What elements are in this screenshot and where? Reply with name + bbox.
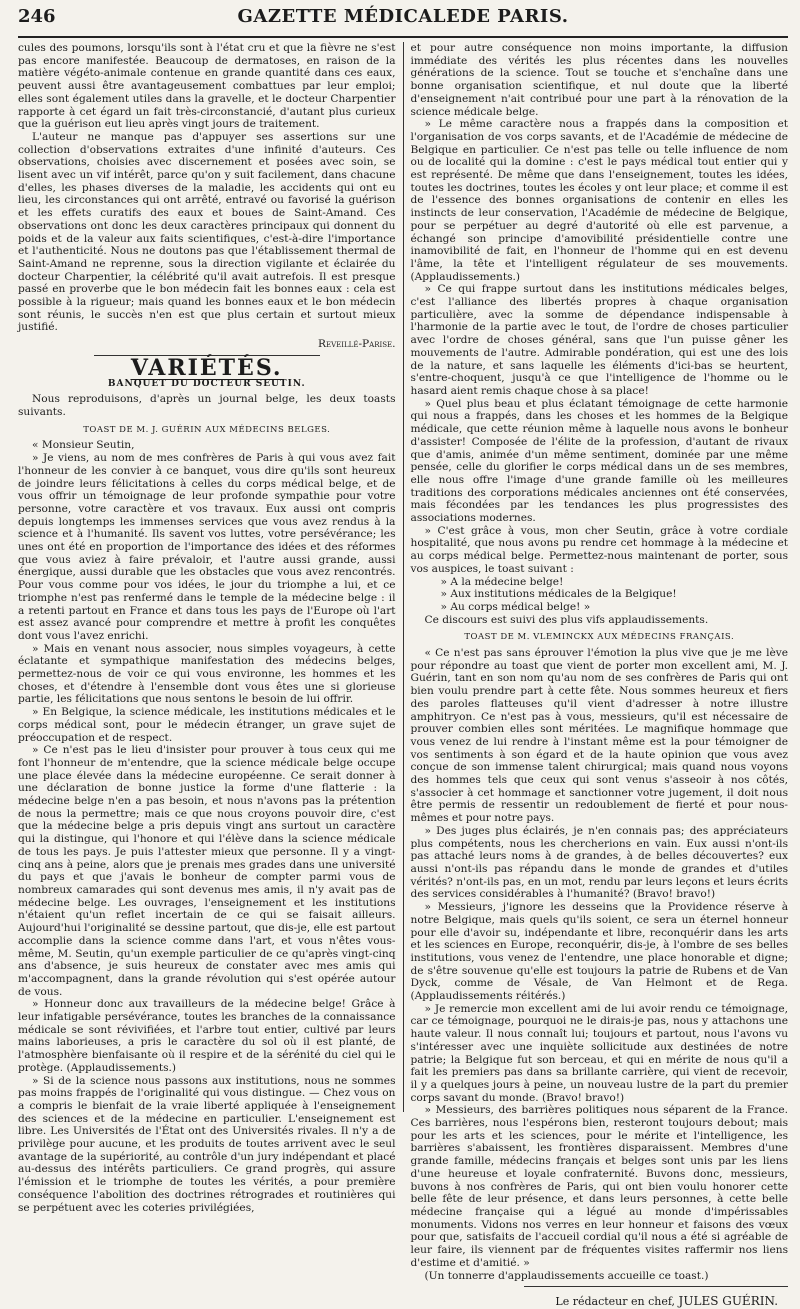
paragraph: » Quel plus beau et plus éclatant témoignage de cette harmonie qui nous a frappés, dans les choses et les hommes de la Belgique médicale, que cette réunion même à laquelle nous avons le bonheur d'assister! Composée de l'élite de la profession, d'autant de rivaux que d'amis, animée d'un même sentiment, dominée par une même pensée, celle du glorifier le corps médical dans un de ses membres, elle nous offre l'image d'une grande famille où les meilleures traditions des corporations médicales anciennes ont été conservées, mais fécondées par les tendances les plus progressistes des associations modernes.: [410, 397, 789, 525]
author-signature: Reveillé-Parise.: [318, 338, 396, 351]
toast-item: » Au corps médical belge! »: [440, 600, 591, 613]
toast-list: [411, 576, 789, 614]
paragraph: cules des poumons, lorsqu'ils sont à l'état cru et que la fièvre ne s'est pas encore manifestée. Beaucoup de dermatoses, en raison de la matière végéto-animale contenue en grande quantité dans ces eaux, peuvent aussi être avantageusement combattues par leur emploi; elles sont également utiles dans la gravelle, et le docteur Charpentier rapporte à cet égard un fait très-circonstancié, d'autant plus curieux que la guérison eut lieu après vingt jours de traitement.: [18, 42, 396, 131]
right-column: [404, 42, 789, 1309]
paragraph: » Messieurs, des barrières politiques nous séparent de la France. Ces barrières, nous l'espérons bien, resteront toujours debout; mais pour les arts et les sciences, pour le mérite et l'intelligence, les barrières s'abaissent, les frontières disparaissent. Membres d'une grande famille, médecins français et belges sont unis par les liens d'une heureuse et loyale confraternité. Buvons donc, messieurs, buvons à nos confrères de Paris, qui ont bien voulu honorer cette belle fête de leur présence, et dans leurs personnes, à cette belle médecine française qui a légué au monde d'impérissables monuments. Vidons nos verres en leur honneur et faisons des vœux pour que, satisfaits de l'accueil cordial qu'il nous a été si agréable de leur faire, ils viennent par de fréquentes visites raffermir nos liens d'estime et d'amitié. »: [410, 1104, 789, 1269]
paragraph: » Ce n'est pas le lieu d'insister pour prouver à tous ceux qui me font l'honneur de m'entendre, que la science médicale belge occupe une place élevée dans la médecine européenne. Ce serait donner à une déclaration de bonne justice la forme d'une flatterie : la médecine belge n'en a pas besoin, et nous n'avons pas la prétention de nous la permettre; mais ce que nous croyons pouvoir dire, c'est que la médecine belge a pris depuis vingt ans surtout un caractère qui la distingue, qui l'honore et qui l'élève dans la science médicale de tous les pays. Je puis l'attester mieux que personne. Il y a vingt-cinq ans à peine, alors que je prenais mes grades dans une université du pays et que j'avais le bonheur de compter parmi vous de nombreux camarades qui sont devenus mes amis, il n'y avait pas de médecine belge. Les ouvrages, l'enseignement et les institutions n'étaient qu'un reflet incertain de ce qui se faisait ailleurs. Aujourd'hui l'originalité se dessine partout, que dis-je, elle est partout accomplie dans la science comme dans l'art, et vous n'êtes vous-même, M. Seutin, qu'un exemple particulier de ce qu'après vingt-cinq ans d'absence, je suis heureux de constater avec mes amis qui m'accompagnent, dans la grande révolution qui s'est opérée autour de vous.: [18, 744, 396, 998]
paragraph: Ce discours est suivi des plus vifs applaudissements.: [424, 613, 709, 626]
paragraph: (Un tonnerre d'applaudissements accueille ce toast.): [424, 1269, 709, 1282]
article-subtitle: BANQUET DU DOCTEUR SEUTIN.: [107, 378, 306, 389]
columns: [18, 42, 789, 1309]
paragraph: et pour autre conséquence non moins importante, la diffusion immédiate des vérités les plus récentes dans les nouvelles générations de la science. Tout se touche et s'enchaîne dans une bonne organisation scientifique, et nul doute que la liberté d'enseignement n'ait contribué pour une part à la rénovation de la science médicale belge.: [410, 42, 789, 118]
paragraph: » Mais en venant nous associer, nous simples voyageurs, à cette éclatante et sympathique manifestation des médecins belges, permettez-nous de voir ce qui vous environne, les hommes et les choses, et d'étendre à l'ensemble dont vous êtes une si glorieuse partie, les félicitations que nous sentons le besoin de lui offrir.: [18, 642, 396, 706]
editor-label: Le rédacteur en chef,: [555, 1295, 676, 1309]
paragraph: Nous reproduisons, d'après un journal belge, les deux toasts suivants.: [18, 393, 396, 418]
editor-name: JULES GUÉRIN.: [678, 1294, 779, 1309]
editor-signature: [411, 1295, 789, 1309]
gazette-title: GAZETTE MÉDICALEDE PARIS.: [237, 6, 569, 27]
paragraph: » Ce qui frappe surtout dans les institutions médicales belges, c'est l'alliance des libertés propres à chaque organisation particulière, avec la somme de dépendance indispensable à l'harmonie de la partie avec le tout, de l'ordre de choses particulier avec l'ordre de choses général, sans que l'un puisse gêner les mouvements de l'autre. Admirable pondération, qui est une des lois de la nature, et sans laquelle les éléments d'ici-bas se heurtent, s'entre-choquent, jusqu'à ce que l'intelligence de l'homme ou le hasard aient remis chaque chose à sa place!: [410, 283, 789, 397]
paragraph: » Si de la science nous passons aux institutions, nous ne sommes pas moins frappés de l'originalité qui vous distingue. — Chez vous on a compris le bienfait de la vraie liberté appliquée à l'enseignement des sciences et de la médecine en particulier. L'enseignement est libre. Les Universités de l'État ont des Universités rivales. Il n'y a de privilège pour aucune, et les produits de toutes arrivent avec le seul avantage de la supériorité, au contrôle d'un jury indépendant et placé au-dessus des intérêts particuliers. Ce grand progrès, qui assure l'émission et le triomphe de toutes les vérités, a pour première conséquence l'abolition des doctrines rétrogrades et routinières qui se perpétuent avec les coteries privilégiées,: [18, 1074, 396, 1214]
toast-title: TOAST DE M. VLEMINCKX AUX MÉDECINS FRANÇAIS.: [464, 632, 735, 643]
paragraph: » Le même caractère nous a frappés dans la composition et l'organisation de vos corps savants, et de l'Académie de médecine de Belgique en particulier. Ce n'est pas telle ou telle influence de nom ou de localité qui la domine : c'est le pays médical tout entier qui y est représenté. De même que dans l'enseignement, toutes les idées, toutes les doctrines, toutes les écoles y ont leur place; et comme il est de l'essence des bonnes organisations de contenir en elles les instincts de leur conservation, l'Académie de médecine de Belgique, pour se perpétuer au degré d'autorité où elle est parvenue, a échangé son principe d'amovibilité présidentielle contre une inamovibilité de fait, en l'honneur de l'homme qui en est devenu l'âme, la tête et l'intelligent régulateur de ses mouvements. (Applaudissements.): [410, 118, 789, 283]
paragraph: » Je viens, au nom de mes confrères de Paris à qui vous avez fait l'honneur de les convier à ce banquet, vous dire qu'ils sont heureux de joindre leurs félicitations à celles du corps médical belge, et de vous offrir un témoignage de leur profonde sympathie pour votre personne, votre caractère et vos travaux. Eux aussi ont compris depuis longtemps les immenses services que vous avez rendus à la science et à l'humanité. Ils savent vos luttes, votre persévérance; les unes ont été en proportion de l'importance des idées et des réformes que vous aviez à faire prévaloir, et l'autre aussi grande, aussi énergique, aussi durable que les obstacles que vous avez rencontrés. Pour vous comme pour vos idées, le jour du triomphe a lui, et ce triomphe n'est pas renfermé dans le temple de la médecine belge : il a retenti partout en France et dans tous les pays de l'Europe où l'art est assez avancé pour comprendre et mettre à profit les conquêtes dont vous l'avez enrichi.: [18, 452, 396, 642]
page-header: [18, 6, 788, 38]
page-number: 246: [18, 6, 56, 27]
paragraph: » Je remercie mon excellent ami de lui avoir rendu ce témoignage, car ce témoignage, pourquoi ne le dirais-je pas, nous y attachons une haute valeur. Il nous connaît lui; toujours et partout, nous l'avons vu s'intéresser avec une inquiète sollicitude aux destinées de notre patrie; la Belgique fut son berceau, et qui en mérite de nous qu'il a fait les premiers pas dans sa brillante carrière, qui vient de recevoir, il y a quelques jours à peine, un nouveau lustre de la part du premier corps savant du monde. (Bravo! bravo!): [410, 1002, 789, 1104]
paragraph: » Des juges plus éclairés, je n'en connais pas; des appréciateurs plus compétents, nous les chercherions en vain. Eux aussi n'ont-ils pas attaché leurs noms à de grandes, à de belles découvertes? eux aussi n'ont-ils pas répandu dans le monde de grandes et d'utiles vérités? n'ont-ils pas, en un mot, rendu par leurs leçons et leurs écrits des services considérables à l'humanité? (Bravo! bravo!): [410, 824, 789, 901]
section-title: VARIÉTÉS.: [130, 354, 283, 381]
paragraph: » Messieurs, j'ignore les desseins que la Providence réserve à notre Belgique, mais quels qu'ils soient, ce sera un éternel honneur pour elle d'avoir su, indépendante et libre, reconquérir dans les arts et les sciences en Europe, reconquérir, dis-je, à l'ombre de ses belles institutions, vous venez de l'entendre, une place honorable et digne; de s'être souvenue qu'elle est toujours la patrie de Rubens et de Van Dyck, comme de Vésale, de Van Helmont et de Rega. (Applaudissements réitérés.): [410, 901, 789, 1003]
paragraph: » C'est grâce à vous, mon cher Seutin, grâce à votre cordiale hospitalité, que nous avons pu rendre cet hommage à la médecine et au corps médical belge. Permettez-nous maintenant de porter, sous vos auspices, le toast suivant :: [410, 524, 789, 575]
paragraph: « Monsieur Seutin,: [32, 439, 135, 452]
paragraph: » En Belgique, la science médicale, les institutions médicales et le corps médical sont, pour le médecin étranger, un grave sujet de préoccupation et de respect.: [18, 706, 396, 744]
paragraph: » Honneur donc aux travailleurs de la médecine belge! Grâce à leur infatigable persévérance, toutes les branches de la connaissance médicale se sont révivifiées, et l'arbre tout entier, cultivé par leurs mains laborieuses, a pris le caractère du sol où il est planté, de l'atmosphère bienfaisante où il respire et de la sérénité du ciel qui le protège. (Applaudissements.): [18, 998, 396, 1074]
toast-item: » Aux institutions médicales de la Belgique!: [440, 588, 677, 601]
paragraph: « Ce n'est pas sans éprouver l'émotion la plus vive que je me lève pour répondre au toast que vient de porter mon excellent ami, M. J. Guérin, tant en son nom qu'au nom de ses confrères de Paris qui ont bien voulu prendre part à cette fête. Nous sommes heureux et fiers des paroles flatteuses qu'il vient d'adresser à notre illustre amphitryon. Ce n'est pas à vous, messieurs, qu'il est nécessaire de prouver combien elles sont méritées. Le magnifique hommage que vous venez de lui rendre à l'instant même est la pour témoigner de vos sentiments à son égard et de la haute opinion que vous avez conçue de son immense talent chirurgical; mais quand nous voyons des hommes tels que ceux qui sont venus s'asseoir à nos côtés, s'associer à cet hommage et sanctionner votre jugement, il doit nous être permis de ressentir un redoublement de fierté et pour nous-mêmes et pour notre pays.: [410, 647, 789, 825]
toast-item: » A la médecine belge!: [440, 575, 564, 588]
left-column: [18, 42, 403, 1214]
toast-title: TOAST DE M. J. GUÉRIN AUX MÉDECINS BELGES.: [83, 424, 331, 435]
paragraph: L'auteur ne manque pas d'appuyer ses assertions sur une collection d'observations extraites d'une infinité d'auteurs. Ces observations, choisies avec discernement et posées avec soin, se lisent avec un vif intérêt, parce qu'on y suit facilement, dans chacune d'elles, les phases diverses de la maladie, les accidents qui ont eu lieu, les circonstances qui ont arrêté, entravé ou favorisé la guérison et les effets curatifs des eaux et boues de Saint-Amand. Ces observations ont donc les deux caractères principaux qui donnent du poids et de la valeur aux faits scientifiques, c'est-à-dire l'importance et l'authenticité. Nous ne doutons pas que l'établissement thermal de Saint-Amand ne reprenne, sous la direction vigilante et éclairée du docteur Charpentier, la célébrité qu'il avait autrefois. Il est presque passé en proverbe que le bon médecin fait les bonnes eaux : cela est possible à la rigueur; mais quand les bonnes eaux et le bon médecin sont réunis, le succès n'en est que plus certain et surtout mieux justifié.: [18, 130, 396, 334]
divider: [524, 1286, 788, 1287]
